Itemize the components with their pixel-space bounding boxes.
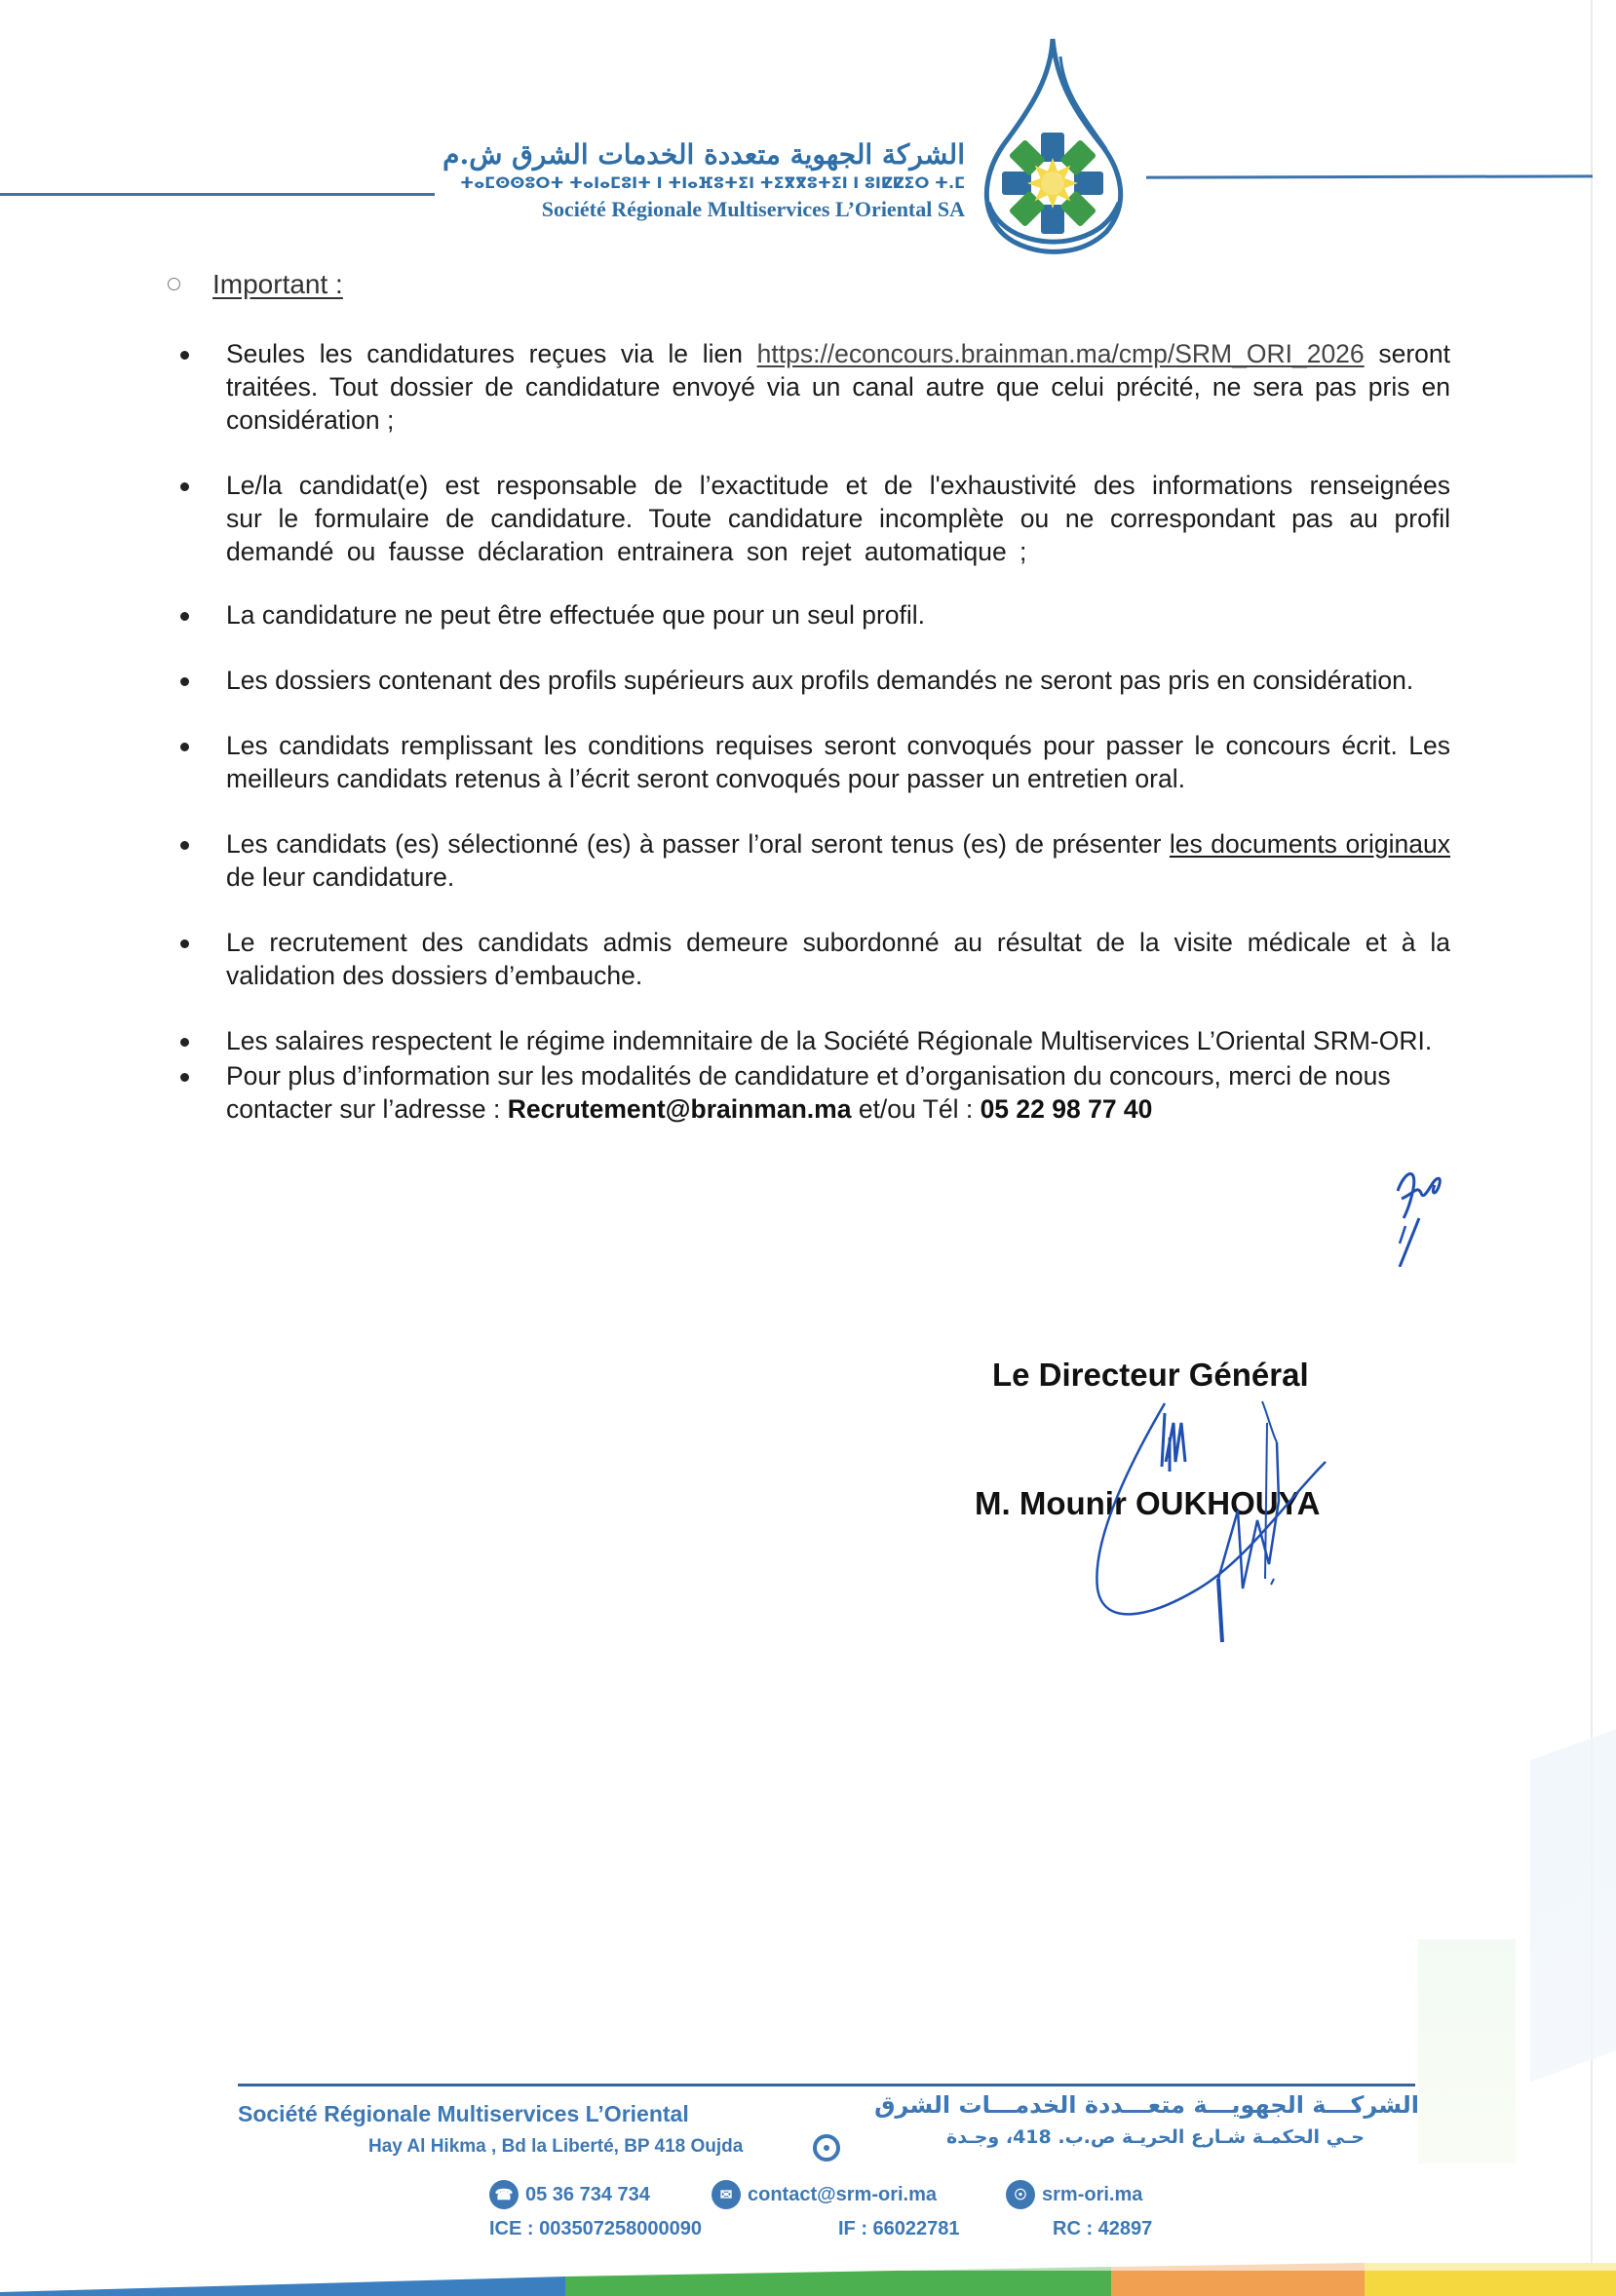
- band-segment-blue: [0, 2277, 565, 2296]
- footer-rule: [238, 2084, 1415, 2086]
- bullet-icon: [180, 1038, 189, 1047]
- header-rule-left: [0, 193, 435, 196]
- decorative-shape: [1530, 1729, 1616, 2083]
- footer-company-arabic: الشركـــة الجهويـــة متعـــددة الخدمـــات الشرق: [874, 2091, 1419, 2119]
- footer-if: IF : 66022781: [838, 2218, 960, 2239]
- company-name-arabic: الشركة الجهوية متعددة الخدمات الشرق ش.م: [442, 138, 965, 171]
- company-logo-drop-icon: [975, 37, 1131, 257]
- list-item: Seules les candidatures reçues via le lien https://econcours.brainman.ma/cmp/SRM_ORI_2026 seront traitées. Tout dossier de candidature envoyé via un canal autre que celui précité, ne sera pas pris en considération ;: [177, 337, 1450, 437]
- signatory-name: M. Mounir OUKHOUYA: [975, 1485, 1321, 1521]
- list-item: Les salaires respectent le régime indemnitaire de la Société Régionale Multiservices L’Oriental SRM-ORI.: [177, 1024, 1450, 1057]
- important-label: Important :: [212, 269, 343, 299]
- company-name-french: Société Régionale Multiservices L’Oriental SA: [541, 197, 965, 221]
- footer-ice: ICE : 003507258000090: [489, 2218, 702, 2239]
- bullet-icon: [180, 939, 189, 948]
- footer-phone: ☎ 05 36 734 734: [489, 2179, 650, 2210]
- band-segment-green: [565, 2267, 1111, 2296]
- bullet-icon: [180, 351, 189, 360]
- footer-email[interactable]: ✉ contact@srm-ori.ma: [712, 2179, 937, 2210]
- application-link[interactable]: https://econcours.brainman.ma/cmp/SRM_ORI_2026: [756, 339, 1365, 368]
- footer-address-french: Hay Al Hikma , Bd la Liberté, BP 418 Oujda: [368, 2136, 744, 2157]
- handwritten-signature: [1072, 1384, 1365, 1647]
- footer-address-arabic: حـي الحكمـة شـارع الحريـة ص.ب. 418، وجـدة: [946, 2126, 1365, 2148]
- bullet-icon: [180, 677, 189, 686]
- phone-icon: ☎: [489, 2180, 519, 2209]
- list-item: Le/la candidat(e) est responsable de l’exactitude et de l'exhaustivité des informations renseignées sur le formulaire de candidature. Toute candidature incomplète ou ne correspondant pas au profil demandé ou fausse déclaration entrainera son rejet automatique ;: [177, 469, 1450, 568]
- initials-signature: [1384, 1150, 1462, 1267]
- bullet-icon: [180, 841, 189, 850]
- signatory-title: Le Directeur Général: [992, 1357, 1309, 1393]
- bullet-icon: [180, 1073, 189, 1082]
- recruitment-email-link[interactable]: Recrutement@brainman.ma: [507, 1094, 852, 1124]
- bullet-icon: [180, 482, 189, 491]
- list-item: Les dossiers contenant des profils supérieurs aux profils demandés ne seront pas pris en considération.: [177, 664, 1450, 697]
- decorative-shape: [1418, 1939, 1516, 2163]
- footer-color-band: [0, 2263, 1616, 2296]
- footer-company-french: Société Régionale Multiservices L’Oriental: [238, 2101, 689, 2126]
- bullet-icon: [180, 612, 189, 621]
- company-header: [439, 138, 965, 224]
- recruitment-phone: 05 22 98 77 40: [980, 1094, 1153, 1124]
- bullet-icon: [180, 743, 189, 751]
- footer-rc: RC : 42897: [1053, 2218, 1153, 2239]
- list-item: Pour plus d’information sur les modalités de candidature et d’organisation du concours, merci de nous contacter sur l’adresse : Recrutement@brainman.ma et/ou Tél : 05 22 98 77 40: [177, 1059, 1450, 1126]
- list-item: Le recrutement des candidats admis demeure subordonné au résultat de la visite médicale et à la validation des dossiers d’embauche.: [177, 926, 1450, 992]
- list-item: Les candidats (es) sélectionné (es) à passer l’oral seront tenus (es) de présenter les documents originaux de leur candidature.: [177, 827, 1450, 894]
- conditions-list: [177, 337, 1450, 1126]
- list-item: La candidature ne peut être effectuée que pour un seul profil.: [177, 598, 1450, 631]
- company-name-tifinagh: ⵜⴰⵎⵙⵙⵓⵔⵜ ⵜⴰⵏⴰⵎⵓⵏⵜ ⵏ ⵜⵏⴰⴼⵓⵜⵉⵏ ⵜⵉⴳⴳⵓⵜⵉⵏ ⵏ ⵓⵏⵇⵇⵉⵔ ⵜ.ⵎ: [460, 173, 965, 192]
- hollow-bullet-icon: [168, 278, 180, 290]
- globe-icon: ☉: [1006, 2180, 1035, 2209]
- mail-icon: ✉: [712, 2180, 741, 2209]
- original-documents-emphasis: les documents originaux: [1169, 829, 1450, 859]
- list-item: Les candidats remplissant les conditions requises seront convoqués pour passer le concours écrit. Les meilleurs candidats retenus à l’écrit seront convoqués pour passer un entretien oral.: [177, 729, 1450, 795]
- important-heading: [168, 269, 343, 300]
- header-rule-right: [1146, 174, 1593, 178]
- footer-website[interactable]: ☉ srm-ori.ma: [1006, 2179, 1142, 2210]
- location-pin-icon: [813, 2134, 840, 2162]
